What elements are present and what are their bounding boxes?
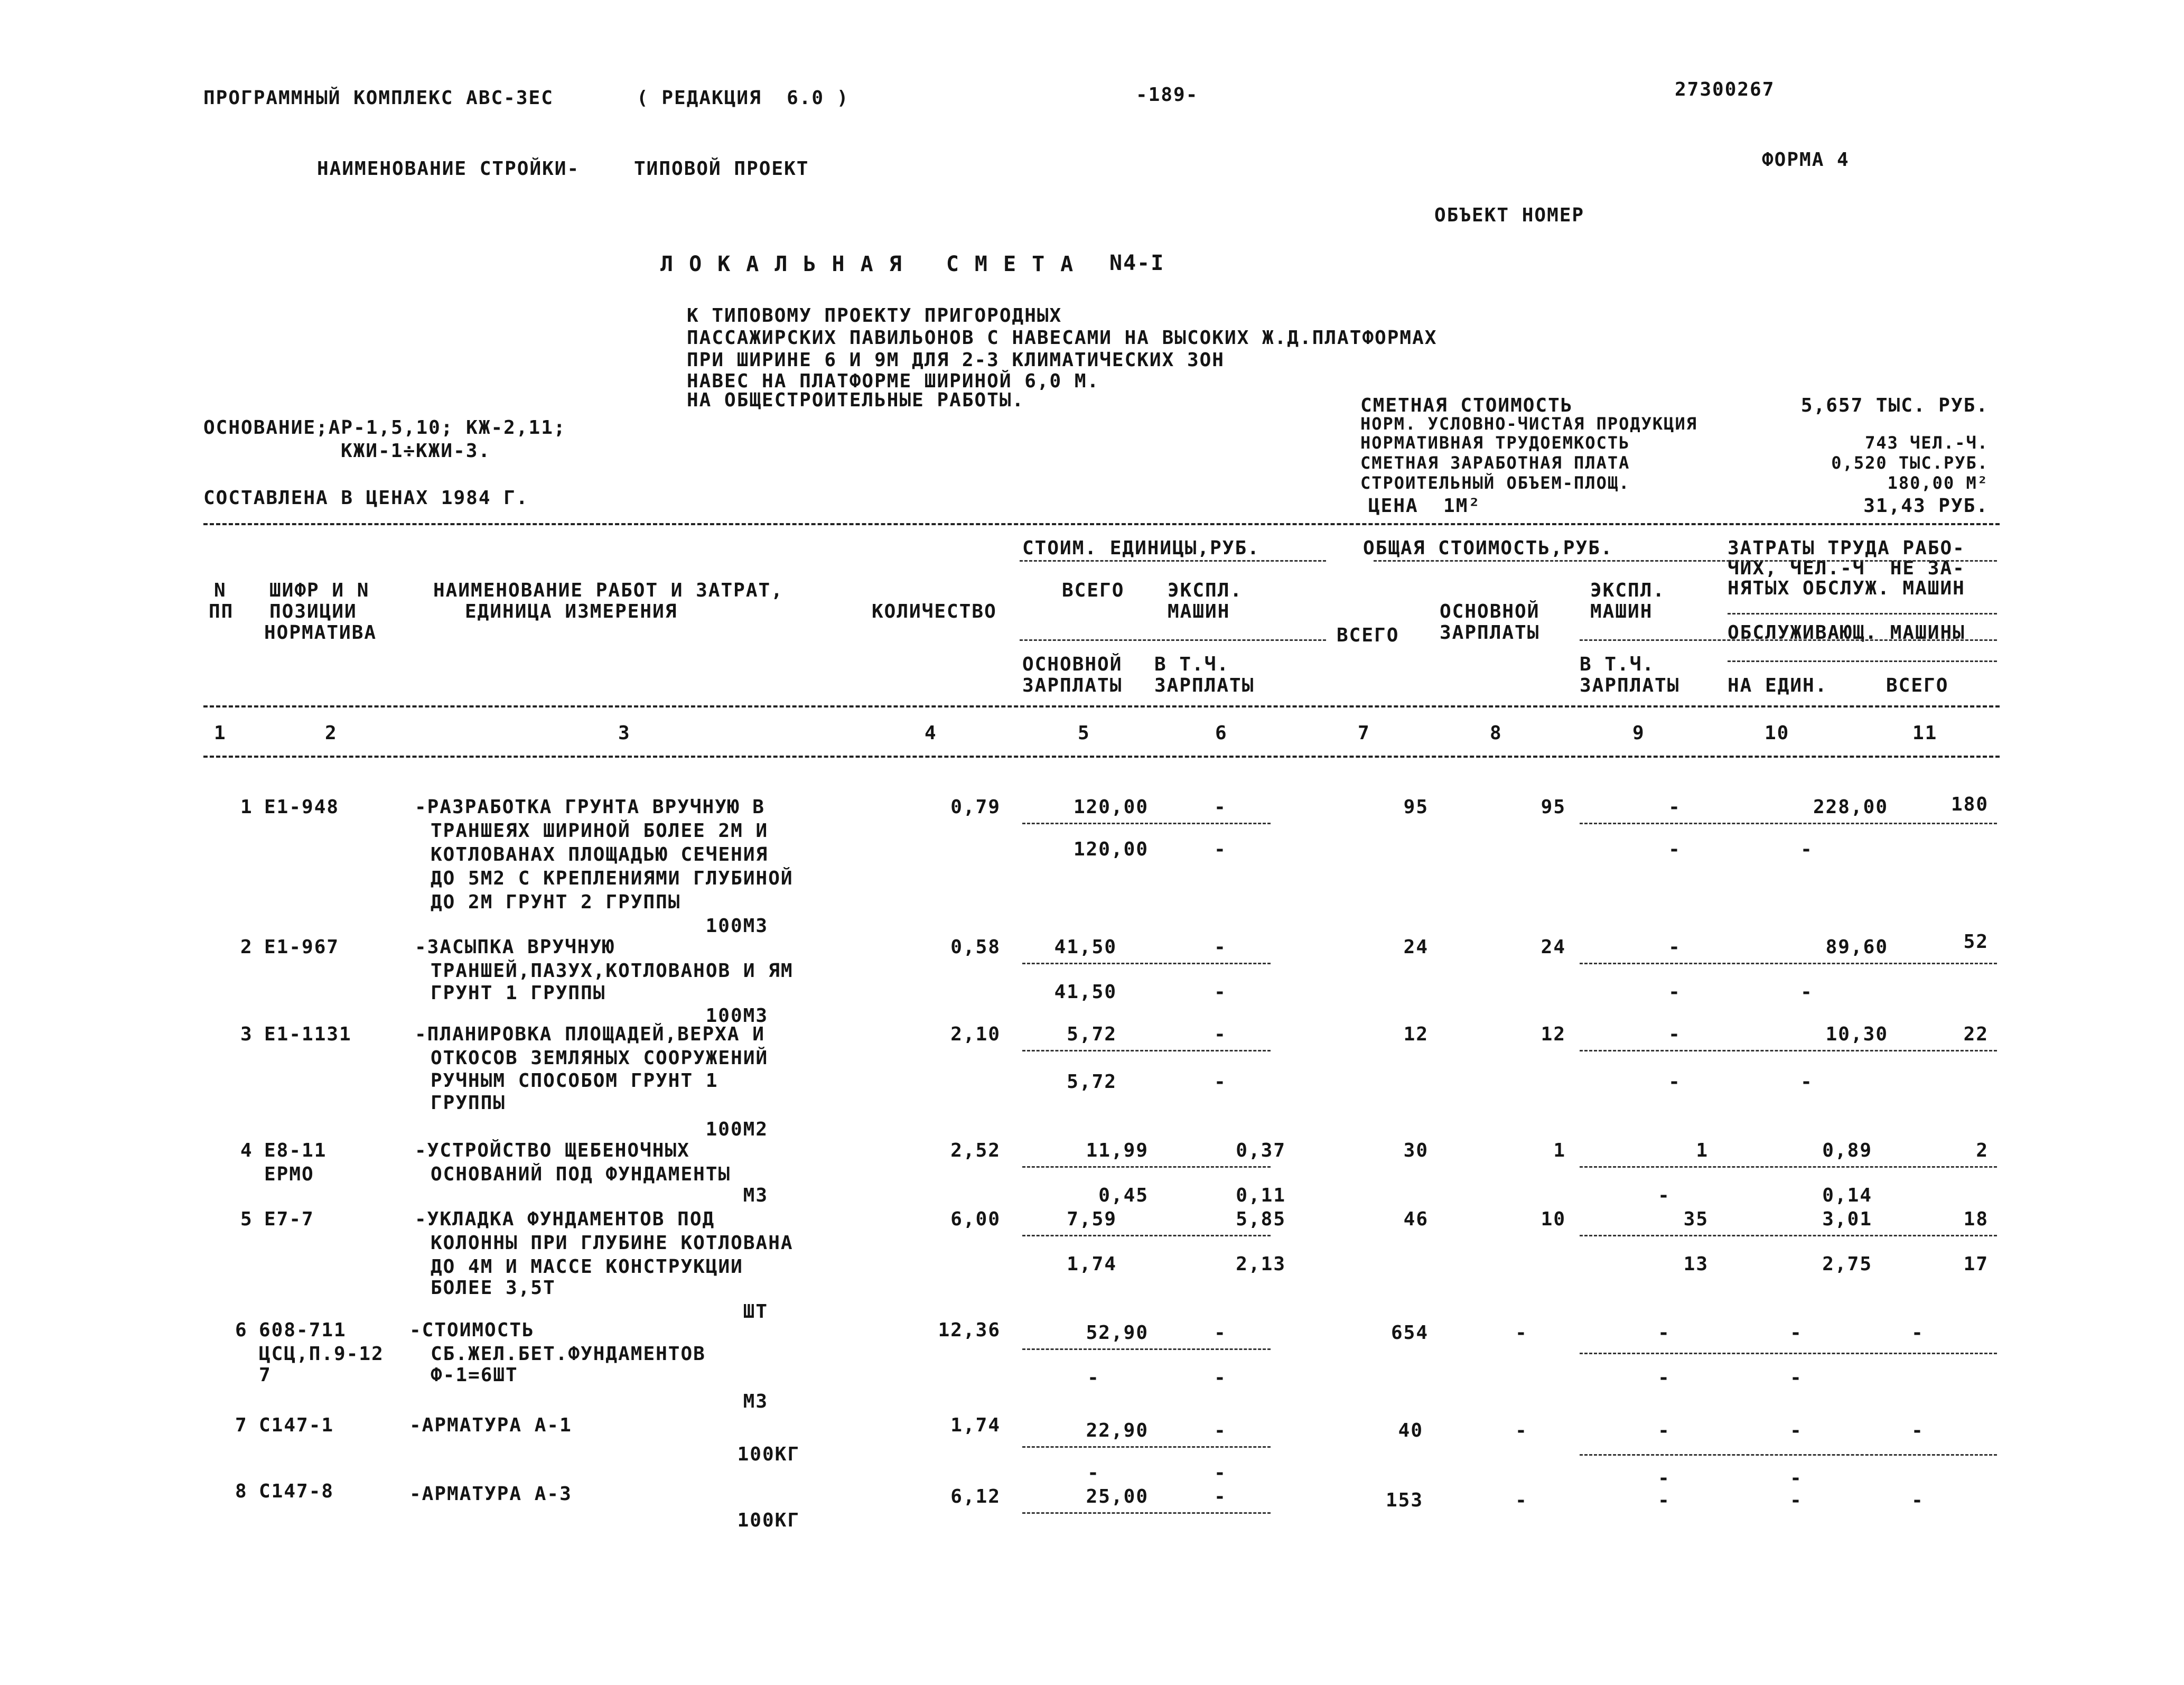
col-number: 2 <box>325 722 338 744</box>
basis-line: КЖИ-1÷КЖИ-3. <box>341 440 491 462</box>
summary-value: 180,00 М² <box>1887 473 1989 493</box>
table-rule <box>203 523 2000 525</box>
quantity: 1,74 <box>950 1414 1001 1436</box>
group-header: ЧИХ, ЧЕЛ.-Ч НЕ ЗА- <box>1728 557 1965 579</box>
labor-per-unit: 228,00 <box>1813 796 1888 818</box>
norm-code-extra: ЕРМО <box>264 1163 314 1185</box>
quantity: 6,00 <box>950 1208 1001 1230</box>
work-name: -УСТРОЙСТВО ЩЕБЕНОЧНЫХ <box>415 1140 690 1161</box>
construction-label: НАИМЕНОВАНИЕ СТРОЙКИ- <box>317 158 580 180</box>
group-header: ЗАТРАТЫ ТРУДА РАБО- <box>1728 537 1965 559</box>
labor-service-per-unit: - <box>1790 1367 1803 1389</box>
summary-value: 31,43 РУБ. <box>1863 495 1989 517</box>
unit-cost-wages: 1,74 <box>1067 1253 1117 1275</box>
unit: М3 <box>743 1391 768 1412</box>
labor-service-total: 17 <box>1963 1253 1989 1275</box>
construction-value: ТИПОВОЙ ПРОЕКТ <box>634 158 809 180</box>
document-number: 27300267 <box>1675 79 1775 100</box>
row-rule <box>1580 1353 1997 1354</box>
col-header: ЕДИНИЦА ИЗМЕРЕНИЯ <box>465 601 678 622</box>
row-rule <box>1022 1348 1271 1350</box>
total-machine-wages: 13 <box>1683 1253 1709 1275</box>
col-number: 11 <box>1912 722 1938 744</box>
row-number: 4 <box>240 1140 253 1161</box>
total-cost: 46 <box>1403 1208 1429 1230</box>
summary-label: НОРМ. УСЛОВНО-ЧИСТАЯ ПРОДУКЦИЯ <box>1360 414 1697 434</box>
table-rule <box>203 705 2000 707</box>
col-header: N <box>214 580 227 601</box>
unit-cost-machine-wages: - <box>1214 981 1227 1003</box>
norm-code: С147-8 <box>259 1481 334 1502</box>
row-rule <box>1580 1166 1997 1168</box>
unit: 100КГ <box>737 1444 800 1465</box>
unit-cost-machines: 5,85 <box>1236 1208 1286 1230</box>
row-rule <box>1022 1512 1271 1514</box>
total-cost: 153 <box>1385 1489 1423 1511</box>
labor-service-per-unit: - <box>1800 981 1813 1003</box>
summary-label: СТРОИТЕЛЬНЫЙ ОБЪЕМ-ПЛОЩ. <box>1360 473 1630 493</box>
title-line: ПАССАЖИРСКИХ ПАВИЛЬОНОВ С НАВЕСАМИ НА ВЫСОКИХ Ж.Д.ПЛАТФОРМАХ <box>687 327 1438 349</box>
norm-code-extra: 7 <box>259 1364 272 1386</box>
work-name: ГРУНТ 1 ГРУППЫ <box>431 982 606 1004</box>
col-header: ОСНОВНОЙ <box>1440 601 1540 622</box>
labor-total: 52 <box>1963 931 1989 953</box>
col-header: ЗАРПЛАТЫ <box>1022 675 1123 696</box>
row-rule <box>1580 1235 1997 1236</box>
labor-total: - <box>1911 1489 1924 1511</box>
work-name: -АРМАТУРА А-3 <box>409 1483 572 1505</box>
unit-cost-wages: 5,72 <box>1067 1071 1117 1093</box>
edition: ( РЕДАКЦИЯ 6.0 ) <box>637 87 850 109</box>
row-number: 8 <box>235 1481 248 1502</box>
labor-service-per-unit: - <box>1800 839 1813 860</box>
row-rule <box>1022 823 1271 824</box>
work-name: СБ.ЖЕЛ.БЕТ.ФУНДАМЕНТОВ <box>431 1343 706 1365</box>
labor-service-per-unit: - <box>1790 1467 1803 1489</box>
unit-cost-total: 22,90 <box>1086 1420 1149 1441</box>
total-machines: - <box>1668 936 1681 958</box>
unit: М3 <box>743 1185 768 1206</box>
work-name: ГРУППЫ <box>431 1092 506 1114</box>
unit-cost-wages: - <box>1087 1462 1100 1484</box>
col-header: ВСЕГО <box>1062 580 1125 601</box>
title-line: НАВЕС НА ПЛАТФОРМЕ ШИРИНОЙ 6,0 М. <box>687 370 1100 392</box>
labor-per-unit: - <box>1790 1420 1803 1441</box>
total-cost: 24 <box>1403 936 1429 958</box>
labor-per-unit: - <box>1790 1489 1803 1511</box>
price-level: СОСТАВЛЕНА В ЦЕНАХ 1984 Г. <box>203 487 529 509</box>
labor-total: - <box>1911 1322 1924 1344</box>
quantity: 6,12 <box>950 1486 1001 1507</box>
unit-cost-total: 7,59 <box>1067 1208 1117 1230</box>
unit-cost-machines: - <box>1214 1023 1227 1045</box>
row-number: 7 <box>235 1414 248 1436</box>
row-number: 5 <box>240 1208 253 1230</box>
labor-per-unit: 0,89 <box>1822 1140 1872 1161</box>
unit-cost-machines: - <box>1214 936 1227 958</box>
unit: 100М2 <box>705 1119 768 1140</box>
total-wages: 12 <box>1541 1023 1566 1045</box>
unit-cost-wages: 120,00 <box>1073 839 1149 860</box>
row-rule <box>1022 963 1271 964</box>
labor-total: 180 <box>1950 794 1989 815</box>
work-name: ДО 4М И МАССЕ КОНСТРУКЦИИ <box>431 1256 743 1278</box>
total-wages: - <box>1515 1489 1528 1511</box>
col-header: КОЛИЧЕСТВО <box>872 601 997 622</box>
object-number-label: ОБЪЕКТ НОМЕР <box>1434 204 1585 226</box>
col-header: ОБСЛУЖИВАЮЩ. МАШИНЫ <box>1728 622 1965 644</box>
work-name: БОЛЕЕ 3,5Т <box>431 1277 556 1299</box>
work-name: -РАЗРАБОТКА ГРУНТА ВРУЧНУЮ В <box>415 796 765 818</box>
work-name: -ПЛАНИРОВКА ПЛОЩАДЕЙ,ВЕРХА И <box>415 1023 765 1045</box>
col-header: ПП <box>209 601 234 622</box>
col-number: 10 <box>1765 722 1790 744</box>
total-wages: 10 <box>1541 1208 1566 1230</box>
work-name: -СТОИМОСТЬ <box>409 1319 535 1341</box>
col-header: НА ЕДИН. <box>1728 675 1828 696</box>
unit-cost-machine-wages: - <box>1214 1462 1227 1484</box>
title-line: ПРИ ШИРИНЕ 6 И 9М ДЛЯ 2-3 КЛИМАТИЧЕСКИХ ЗОН <box>687 349 1225 371</box>
col-header: НАИМЕНОВАНИЕ РАБОТ И ЗАТРАТ, <box>433 580 783 601</box>
unit-cost-total: 41,50 <box>1054 936 1117 958</box>
col-header: ВСЕГО <box>1337 625 1399 646</box>
total-cost: 654 <box>1390 1322 1429 1344</box>
total-wages: - <box>1515 1420 1528 1441</box>
header-rule <box>1728 660 1997 662</box>
unit-cost-machines: 0,37 <box>1236 1140 1286 1161</box>
norm-code: Е1-948 <box>264 796 340 818</box>
work-name: ДО 2М ГРУНТ 2 ГРУППЫ <box>431 891 681 913</box>
unit-cost-machines: - <box>1214 796 1227 818</box>
unit-cost-total: 52,90 <box>1086 1322 1149 1344</box>
norm-code-extra: ЦСЦ,П.9-12 <box>259 1343 384 1365</box>
col-header: МАШИН <box>1168 601 1230 622</box>
unit: 100М3 <box>705 915 768 937</box>
form-number: ФОРМА 4 <box>1762 149 1850 171</box>
row-rule <box>1022 1166 1271 1168</box>
total-wages: 95 <box>1541 796 1566 818</box>
labor-per-unit: 3,01 <box>1822 1208 1872 1230</box>
col-header: ВСЕГО <box>1886 675 1949 696</box>
work-name: ОТКОСОВ ЗЕМЛЯНЫХ СООРУЖЕНИЙ <box>431 1047 769 1069</box>
row-number: 2 <box>240 936 253 958</box>
title-line: К ТИПОВОМУ ПРОЕКТУ ПРИГОРОДНЫХ <box>687 305 1062 327</box>
total-machine-wages: - <box>1658 1185 1670 1206</box>
work-name: -АРМАТУРА А-1 <box>409 1414 572 1436</box>
row-number: 6 <box>235 1319 248 1341</box>
col-header: ШИФР И N <box>269 580 370 601</box>
title-line: НА ОБЩЕСТРОИТЕЛЬНЫЕ РАБОТЫ. <box>687 389 1025 411</box>
norm-code: Е8-11 <box>264 1140 327 1161</box>
total-machines: - <box>1668 796 1681 818</box>
header-rule <box>1020 639 1326 641</box>
norm-code: Е1-967 <box>264 936 340 958</box>
total-cost: 40 <box>1398 1420 1423 1441</box>
total-wages: - <box>1515 1322 1528 1344</box>
row-number: 1 <box>240 796 253 818</box>
total-machine-wages: - <box>1668 839 1681 860</box>
summary-label: НОРМАТИВНАЯ ТРУДОЕМКОСТЬ <box>1360 433 1630 453</box>
program-name: ПРОГРАММНЫЙ КОМПЛЕКС АВС-3ЕС <box>203 87 554 109</box>
col-header: ЗАРПЛАТЫ <box>1580 675 1680 696</box>
labor-total: 22 <box>1963 1023 1989 1045</box>
total-machines: - <box>1658 1489 1670 1511</box>
summary-value: 0,520 ТЫС.РУБ. <box>1831 453 1989 473</box>
header-rule <box>1580 639 1997 641</box>
total-machines: 35 <box>1683 1208 1709 1230</box>
unit-cost-machine-wages: 2,13 <box>1236 1253 1286 1275</box>
labor-total: 2 <box>1976 1140 1989 1161</box>
unit-cost-total: 25,00 <box>1086 1486 1149 1507</box>
labor-total: 18 <box>1963 1208 1989 1230</box>
table-rule <box>203 756 2000 758</box>
summary-label: ЦЕНА 1М² <box>1368 495 1481 517</box>
norm-code: 608-711 <box>259 1319 347 1341</box>
work-name: ДО 5М2 С КРЕПЛЕНИЯМИ ГЛУБИНОЙ <box>431 868 794 889</box>
quantity: 0,79 <box>950 796 1001 818</box>
row-number: 3 <box>240 1023 253 1045</box>
row-rule <box>1580 823 1997 824</box>
quantity: 2,10 <box>950 1023 1001 1045</box>
row-rule <box>1580 963 1997 964</box>
work-name: ТРАНШЕЙ,ПАЗУХ,КОТЛОВАНОВ И ЯМ <box>431 960 794 982</box>
total-wages: 1 <box>1553 1140 1566 1161</box>
group-header: НЯТЫХ ОБСЛУЖ. МАШИН <box>1728 578 1965 599</box>
total-cost: 30 <box>1403 1140 1429 1161</box>
col-header: НОРМАТИВА <box>264 622 377 644</box>
col-header: ЗАРПЛАТЫ <box>1440 622 1540 644</box>
col-header: ЭКСПЛ. <box>1590 580 1666 601</box>
header-rule <box>1020 560 1326 562</box>
page-number: -189- <box>1136 84 1199 106</box>
total-machine-wages: - <box>1668 981 1681 1003</box>
labor-per-unit: 89,60 <box>1825 936 1888 958</box>
quantity: 12,36 <box>938 1319 1001 1341</box>
estimate-number: N4-I <box>1109 251 1165 275</box>
row-rule <box>1022 1235 1271 1236</box>
work-name: -УКЛАДКА ФУНДАМЕНТОВ ПОД <box>415 1208 715 1230</box>
header-rule <box>1728 613 1997 615</box>
col-header: ЭКСПЛ. <box>1168 580 1243 601</box>
unit-cost-machine-wages: 0,11 <box>1236 1185 1286 1206</box>
total-machines: - <box>1668 1023 1681 1045</box>
unit-cost-total: 5,72 <box>1067 1023 1117 1045</box>
total-machines: 1 <box>1696 1140 1709 1161</box>
total-wages: 24 <box>1541 936 1566 958</box>
total-machines: - <box>1658 1322 1670 1344</box>
col-number: 7 <box>1358 722 1370 744</box>
col-header: МАШИН <box>1590 601 1653 622</box>
labor-per-unit: - <box>1790 1322 1803 1344</box>
col-number: 5 <box>1078 722 1090 744</box>
work-name: КОЛОННЫ ПРИ ГЛУБИНЕ КОТЛОВАНА <box>431 1232 794 1254</box>
total-machine-wages: - <box>1668 1071 1681 1093</box>
col-header: В Т.Ч. <box>1580 654 1655 675</box>
col-number: 9 <box>1632 722 1645 744</box>
total-cost: 95 <box>1403 796 1429 818</box>
row-rule <box>1580 1454 1997 1456</box>
unit-cost-wages: - <box>1087 1367 1100 1389</box>
unit-cost-machine-wages: - <box>1214 839 1227 860</box>
summary-value: 5,657 ТЫС. РУБ. <box>1800 395 1989 416</box>
unit: 100КГ <box>737 1510 800 1531</box>
group-header: СТОИМ. ЕДИНИЦЫ,РУБ. <box>1022 537 1260 559</box>
col-number: 8 <box>1490 722 1502 744</box>
document-title: ЛОКАЛЬНАЯ СМЕТА <box>660 252 1089 276</box>
col-number: 4 <box>925 722 937 744</box>
col-number: 6 <box>1215 722 1228 744</box>
unit-cost-total: 120,00 <box>1073 796 1149 818</box>
total-machine-wages: - <box>1658 1467 1670 1489</box>
norm-code: С147-1 <box>259 1414 334 1436</box>
total-machines: - <box>1658 1420 1670 1441</box>
unit: 100М3 <box>705 1005 768 1027</box>
labor-service-per-unit: - <box>1800 1071 1813 1093</box>
unit-cost-machine-wages: - <box>1214 1071 1227 1093</box>
labor-total: - <box>1911 1420 1924 1441</box>
work-name: ОСНОВАНИЙ ПОД ФУНДАМЕНТЫ <box>431 1163 731 1185</box>
row-rule <box>1580 1050 1997 1051</box>
work-name: КОТЛОВАНАХ ПЛОЩАДЬЮ СЕЧЕНИЯ <box>431 844 769 865</box>
group-header: ОБЩАЯ СТОИМОСТЬ,РУБ. <box>1363 537 1613 559</box>
summary-label: СМЕТНАЯ ЗАРАБОТНАЯ ПЛАТА <box>1360 453 1630 473</box>
row-rule <box>1022 1050 1271 1051</box>
labor-service-per-unit: 2,75 <box>1822 1253 1872 1275</box>
unit-cost-machine-wages: - <box>1214 1367 1227 1389</box>
norm-code: Е1-1131 <box>264 1023 352 1045</box>
unit: ШТ <box>743 1301 768 1323</box>
total-machine-wages: - <box>1658 1367 1670 1389</box>
basis-line: ОСНОВАНИЕ;АР-1,5,10; КЖ-2,11; <box>203 417 566 439</box>
work-name: Ф-1=6ШТ <box>431 1364 518 1386</box>
quantity: 2,52 <box>950 1140 1001 1161</box>
unit-cost-machines: - <box>1214 1420 1227 1441</box>
quantity: 0,58 <box>950 936 1001 958</box>
norm-code: Е7-7 <box>264 1208 314 1230</box>
unit-cost-wages: 41,50 <box>1054 981 1117 1003</box>
work-name: ТРАНШЕЯХ ШИРИНОЙ БОЛЕЕ 2М И <box>431 820 769 842</box>
col-number: 3 <box>618 722 631 744</box>
col-header: ОСНОВНОЙ <box>1022 654 1123 675</box>
header-rule <box>1374 560 1997 562</box>
summary-label: СМЕТНАЯ СТОИМОСТЬ <box>1360 395 1573 416</box>
labor-service-per-unit: 0,14 <box>1822 1185 1872 1206</box>
unit-cost-total: 11,99 <box>1086 1140 1149 1161</box>
row-rule <box>1022 1446 1271 1448</box>
labor-per-unit: 10,30 <box>1825 1023 1888 1045</box>
summary-value: 743 ЧЕЛ.-Ч. <box>1865 433 1989 453</box>
work-name: -ЗАСЫПКА ВРУЧНУЮ <box>415 936 615 958</box>
total-cost: 12 <box>1403 1023 1429 1045</box>
col-header: ПОЗИЦИИ <box>269 601 357 622</box>
col-number: 1 <box>214 722 227 744</box>
work-name: РУЧНЫМ СПОСОБОМ ГРУНТ 1 <box>431 1070 718 1092</box>
unit-cost-machines: - <box>1214 1486 1227 1507</box>
unit-cost-wages: 0,45 <box>1098 1185 1149 1206</box>
col-header: ЗАРПЛАТЫ <box>1154 675 1255 696</box>
unit-cost-machines: - <box>1214 1322 1227 1344</box>
col-header: В Т.Ч. <box>1154 654 1230 675</box>
